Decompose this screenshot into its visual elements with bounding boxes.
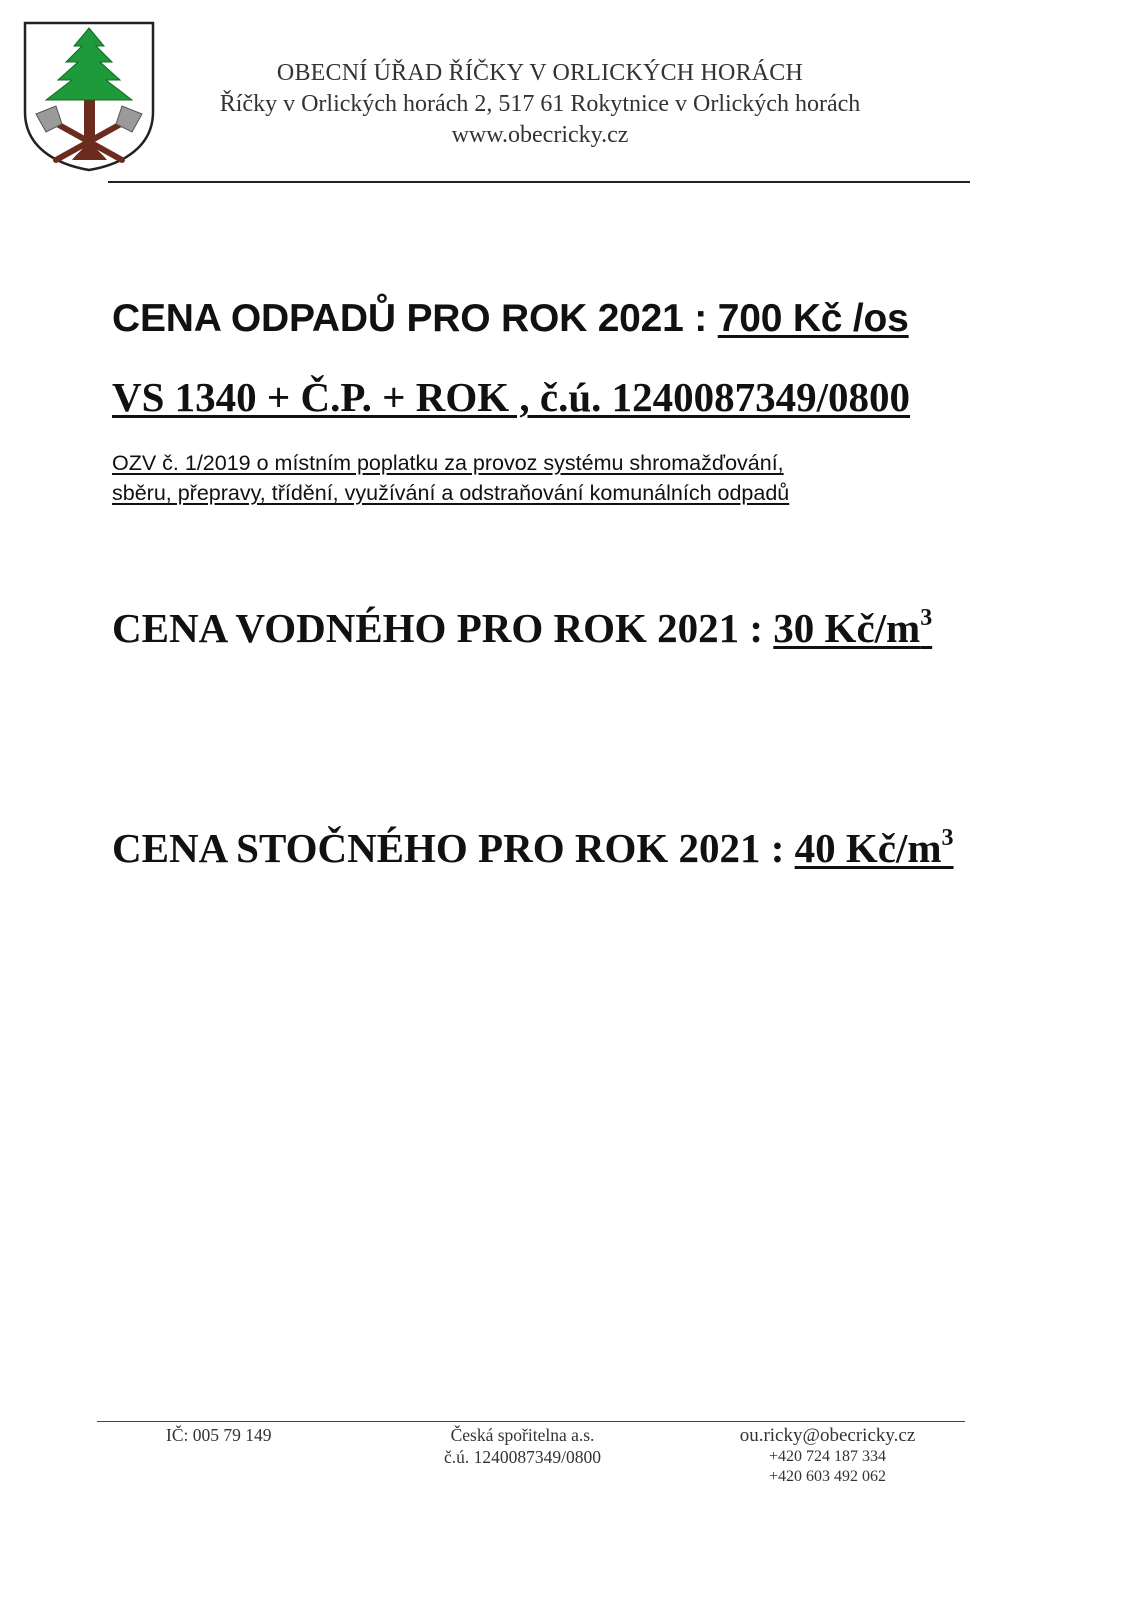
- sewage-price-label: CENA STOČNÉHO PRO ROK 2021 :: [112, 825, 795, 871]
- sewage-price-amount: 40 Kč/m: [794, 825, 942, 871]
- water-unit-exponent: 3: [920, 605, 933, 631]
- header-divider: [108, 181, 970, 183]
- contact-phone-1: +420 724 187 334: [768, 1448, 887, 1465]
- company-id: IČ: 005 79 149: [166, 1425, 272, 1445]
- sewage-unit-exponent: 3: [941, 825, 954, 851]
- sewage-price-heading: [112, 822, 954, 874]
- contact-email: ou.ricky@obecricky.cz: [739, 1425, 916, 1446]
- letterhead: [160, 58, 920, 151]
- waste-price-label: CENA ODPADŮ PRO ROK 2021 :: [112, 297, 718, 340]
- ordinance-line-2: sběru, přepravy, třídění, využívání a odstraňování komunálních odpadů: [112, 481, 790, 505]
- waste-price-heading: [112, 294, 909, 344]
- office-address: Říčky v Orlických horách 2, 517 61 Rokytnice v Orlických horách: [219, 91, 861, 117]
- water-price-heading: [112, 602, 932, 654]
- bank-account: č.ú. 1240087349/0800: [443, 1447, 601, 1467]
- footer-divider: [97, 1421, 965, 1422]
- bank-name: Česká spořitelna a.s.: [450, 1425, 595, 1445]
- office-name: OBECNÍ ÚŘAD ŘÍČKY V ORLICKÝCH HORÁCH: [276, 60, 804, 86]
- waste-price-value: 700 Kč /os: [717, 297, 909, 340]
- contact-phone-2: +420 603 492 062: [768, 1468, 887, 1485]
- payment-reference: VS 1340 + Č.P. + ROK , č.ú. 1240087349/0800: [112, 374, 911, 420]
- contact-info: [720, 1424, 935, 1487]
- sewage-price-value: [795, 825, 954, 871]
- ordinance-note: [112, 448, 1012, 508]
- coat-of-arms-icon: [22, 20, 156, 172]
- water-price-amount: 30 Kč/m: [773, 605, 921, 651]
- office-website: www.obecricky.cz: [451, 122, 629, 148]
- water-price-value: [773, 605, 932, 651]
- ordinance-line-1: OZV č. 1/2019 o místním poplatku za provoz systému shromažďování,: [112, 451, 784, 475]
- water-price-label: CENA VODNÉHO PRO ROK 2021 :: [112, 605, 774, 651]
- bank-info: [420, 1424, 625, 1468]
